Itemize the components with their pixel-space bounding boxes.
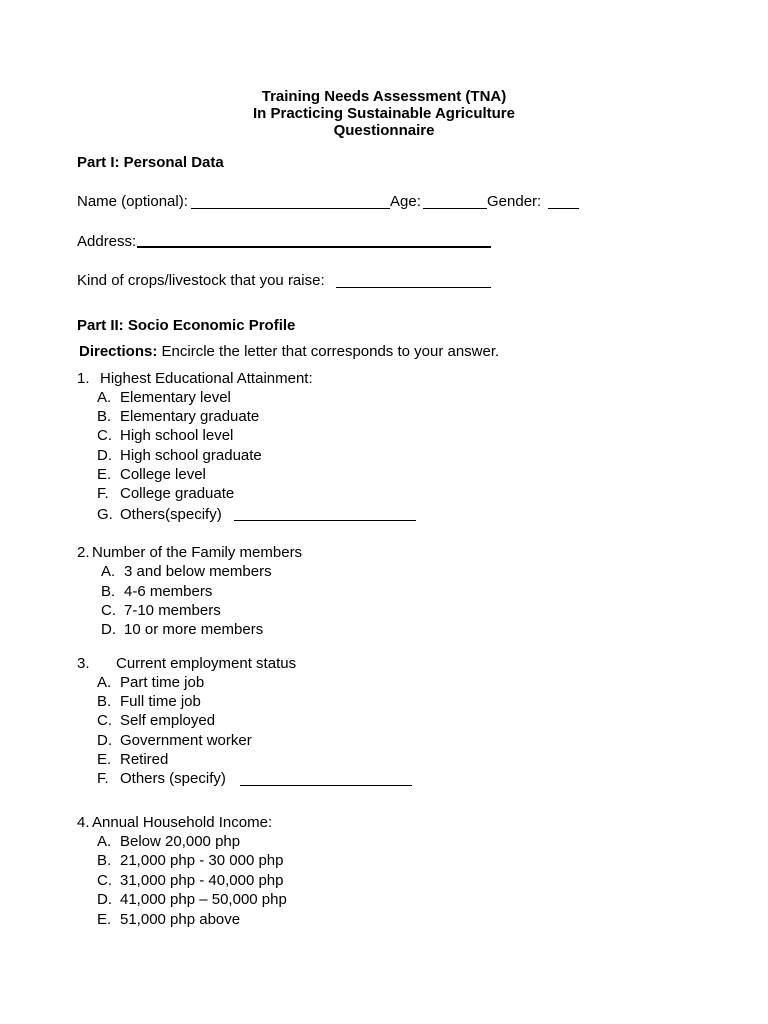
q3-option-letter[interactable]: C.	[97, 712, 112, 729]
age-label: Age:	[390, 193, 421, 210]
q3-text: Current employment status	[116, 655, 297, 672]
q1-others-field[interactable]	[234, 520, 416, 521]
q1-option-text: Others(specify)	[120, 506, 222, 523]
q1-option-letter[interactable]: G.	[97, 506, 113, 523]
q1-option-letter[interactable]: B.	[97, 408, 112, 425]
gender-field[interactable]	[548, 208, 579, 209]
q1-option-text: College graduate	[120, 485, 235, 502]
address-field[interactable]	[137, 246, 491, 248]
q3-option-text: Government worker	[120, 732, 252, 749]
q4-option-text: 21,000 php - 30 000 php	[120, 852, 284, 869]
name-label: Name (optional):	[77, 193, 188, 210]
q3-option-letter[interactable]: F.	[97, 770, 109, 787]
q3-option-text: Part time job	[120, 674, 205, 691]
q1-option-letter[interactable]: F.	[97, 485, 109, 502]
q4-option-letter[interactable]: E.	[97, 911, 112, 928]
q2-text: Number of the Family members	[92, 544, 303, 561]
q4-option-letter[interactable]: D.	[97, 891, 112, 908]
q1-number: 1.	[77, 370, 90, 387]
q4-option-text: Below 20,000 php	[120, 833, 241, 850]
q1-option-text: Elementary graduate	[120, 408, 260, 425]
q4-number: 4.	[77, 814, 90, 831]
directions-text: Encircle the letter that corresponds to your answer.	[157, 343, 500, 360]
age-field[interactable]	[423, 208, 487, 209]
q2-option-text: 3 and below members	[124, 563, 272, 580]
q3-number: 3.	[77, 655, 90, 672]
q3-option-text: Self employed	[120, 712, 216, 729]
q1-option-letter[interactable]: C.	[97, 427, 112, 444]
q1-option-letter[interactable]: D.	[97, 447, 112, 464]
q3-option-text: Others (specify)	[120, 770, 226, 787]
q3-option-text: Retired	[120, 751, 169, 768]
gender-label: Gender:	[487, 193, 542, 210]
name-field[interactable]	[191, 208, 390, 209]
q1-option-letter[interactable]: A.	[97, 389, 112, 406]
q2-option-letter[interactable]: B.	[101, 583, 116, 600]
q3-option-letter[interactable]: B.	[97, 693, 112, 710]
q2-option-text: 10 or more members	[124, 621, 264, 638]
q2-option-letter[interactable]: A.	[101, 563, 116, 580]
q3-option-letter[interactable]: D.	[97, 732, 112, 749]
q4-option-letter[interactable]: A.	[97, 833, 112, 850]
q2-number: 2.	[77, 544, 90, 561]
q1-option-text: Elementary level	[120, 389, 231, 406]
q1-option-letter[interactable]: E.	[97, 466, 112, 483]
q1-option-text: High school level	[120, 427, 234, 444]
q1-option-text: High school graduate	[120, 447, 262, 464]
directions-label: Directions:	[79, 343, 158, 360]
q4-option-letter[interactable]: C.	[97, 872, 112, 889]
part2-heading: Part II: Socio Economic Profile	[77, 317, 296, 334]
q2-option-letter[interactable]: D.	[101, 621, 116, 638]
address-label: Address:	[77, 233, 137, 250]
title-line-2: In Practicing Sustainable Agriculture	[252, 105, 515, 122]
q4-option-text: 31,000 php - 40,000 php	[120, 872, 284, 889]
q2-option-letter[interactable]: C.	[101, 602, 116, 619]
crops-field[interactable]	[336, 287, 491, 288]
q3-option-text: Full time job	[120, 693, 201, 710]
crops-label: Kind of crops/livestock that you raise:	[77, 272, 329, 289]
q4-option-letter[interactable]: B.	[97, 852, 112, 869]
part1-heading: Part I: Personal Data	[77, 154, 224, 171]
q4-option-text: 41,000 php – 50,000 php	[120, 891, 287, 908]
q3-others-field[interactable]	[240, 785, 412, 786]
q1-text: Highest Educational Attainment:	[100, 370, 313, 387]
q2-option-text: 7-10 members	[124, 602, 221, 619]
title-line-1: Training Needs Assessment (TNA)	[261, 88, 507, 105]
q4-text: Annual Household Income:	[92, 814, 273, 831]
q2-option-text: 4-6 members	[124, 583, 213, 600]
title-line-3: Questionnaire	[333, 122, 435, 139]
q3-option-letter[interactable]: E.	[97, 751, 112, 768]
q4-option-text: 51,000 php above	[120, 911, 241, 928]
q3-option-letter[interactable]: A.	[97, 674, 112, 691]
directions	[79, 343, 499, 361]
q1-option-text: College level	[120, 466, 206, 483]
